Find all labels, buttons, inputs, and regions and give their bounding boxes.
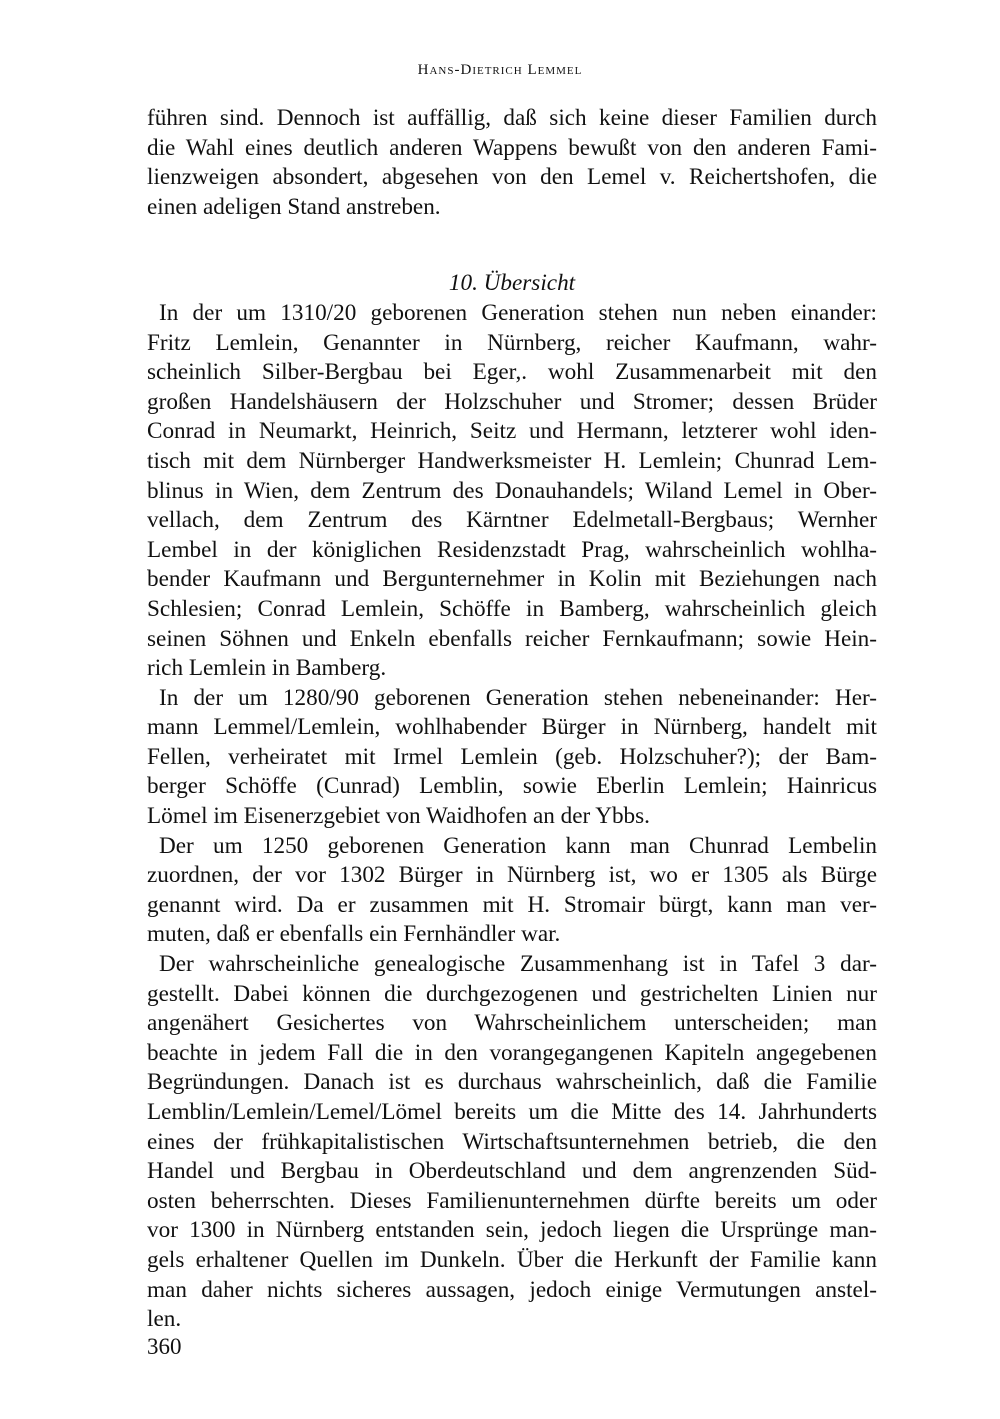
text-line: osten beherrschten. Dieses Familienunternehmen dürfte bereits um oder (147, 1187, 877, 1214)
paragraph-continuation (147, 104, 877, 222)
text-line: mann Lemmel/Lemlein, wohlhabender Bürger in Nürnberg, handelt mit (147, 714, 877, 741)
text-line: blinus in Wien, dem Zentrum des Donauhandels; Wiland Lemel in Ober- (147, 477, 877, 504)
text-line: Lömel im Eisenerzgebiet von Waidhofen an der Ybbs. (147, 803, 650, 830)
running-head: Hans-Dietrich Lemmel (417, 62, 583, 78)
text-line: Lembel in der königlichen Residenzstadt Prag, wahrscheinlich wohlha- (147, 536, 877, 563)
text-line: Conrad in Neumarkt, Heinrich, Seitz und Hermann, letzterer wohl iden- (147, 418, 877, 445)
text-line: berger Schöffe (Cunrad) Lemblin, sowie Eberlin Lemlein; Hainricus (147, 773, 877, 800)
paragraph (147, 684, 877, 832)
paragraph (147, 299, 877, 684)
text-line: vellach, dem Zentrum des Kärntner Edelmetall-Bergbaus; Wernher (147, 507, 877, 534)
text-line: In der um 1310/20 geborenen Generation stehen nun neben einander: (159, 299, 877, 326)
text-line: Der um 1250 geborenen Generation kann man Chunrad Lembelin (159, 832, 877, 859)
text-line: muten, daß er ebenfalls ein Fernhändler war. (147, 921, 561, 948)
text-line: gels erhaltener Quellen im Dunkeln. Über die Herkunft der Familie kann (147, 1246, 877, 1273)
page-number: 360 (147, 1334, 182, 1359)
text-line: beachte in jedem Fall die in den vorangegangenen Kapiteln angegebenen (147, 1039, 877, 1066)
section-title: 10. Übersicht (448, 270, 576, 297)
text-line: man daher nichts sicheres aussagen, jedoch einige Vermutungen anstel- (147, 1276, 877, 1303)
text-line: großen Handelshäusern der Holzschuher und Stromer; dessen Brüder (147, 388, 877, 415)
text-line: eines der frühkapitalistischen Wirtschaftsunternehmen betrieb, die den (147, 1128, 877, 1155)
text-line: Lemblin/Lemlein/Lemel/Lömel bereits um die Mitte des 14. Jahrhunderts (147, 1099, 877, 1125)
text-line: führen sind. Dennoch ist auffällig, daß sich keine dieser Familien durch (147, 105, 877, 131)
text-line: seinen Söhnen und Enkeln ebenfalls reicher Fernkaufmann; sowie Hein- (147, 625, 877, 652)
text-line: einen adeligen Stand anstreben. (147, 193, 441, 220)
body-text (147, 104, 877, 1335)
text-line: Schlesien; Conrad Lemlein, Schöffe in Bamberg, wahrscheinlich gleich (147, 595, 877, 622)
text-line: angenähert Gesichertes von Wahrscheinlichem unterscheiden; man (147, 1010, 877, 1037)
text-line: zuordnen, der vor 1302 Bürger in Nürnberg ist, wo er 1305 als Bürge (147, 862, 877, 889)
paragraph (147, 950, 877, 1335)
text-line: scheinlich Silber-Bergbau bei Eger,. wohl Zusammenarbeit mit den (147, 359, 877, 386)
text-line: Fellen, verheiratet mit Irmel Lemlein (geb. Holzschuher?); der Bam- (147, 743, 877, 770)
paragraph (147, 832, 877, 950)
text-line: genannt wird. Da er zusammen mit H. Stromair bürgt, kann man ver- (147, 891, 877, 918)
text-line: gestellt. Dabei können die durchgezogenen und gestrichelten Linien nur (147, 980, 877, 1007)
text-line: In der um 1280/90 geborenen Generation stehen nebeneinander: Her- (159, 684, 877, 711)
text-line: tisch mit dem Nürnberger Handwerksmeister H. Lemlein; Chunrad Lem- (147, 447, 877, 474)
text-line: die Wahl eines deutlich anderen Wappens bewußt von den anderen Fami- (147, 134, 877, 161)
text-line: lienzweigen absondert, abgesehen von den Lemel v. Reichertshofen, die (147, 164, 877, 191)
text-line: Fritz Lemlein, Genannter in Nürnberg, reicher Kaufmann, wahr- (147, 329, 877, 356)
text-line: bender Kaufmann und Bergunternehmer in Kolin mit Beziehungen nach (147, 566, 877, 593)
text-line: vor 1300 in Nürnberg entstanden sein, jedoch liegen die Ursprünge man- (147, 1217, 877, 1244)
text-line: Handel und Bergbau in Oberdeutschland und dem angrenzenden Süd- (147, 1158, 877, 1185)
text-line: rich Lemlein in Bamberg. (147, 655, 387, 682)
text-line: len. (147, 1306, 182, 1333)
text-line: Begründungen. Danach ist es durchaus wahrscheinlich, daß die Familie (147, 1069, 877, 1096)
text-line: Der wahrscheinliche genealogische Zusammenhang ist in Tafel 3 dar- (159, 951, 877, 978)
